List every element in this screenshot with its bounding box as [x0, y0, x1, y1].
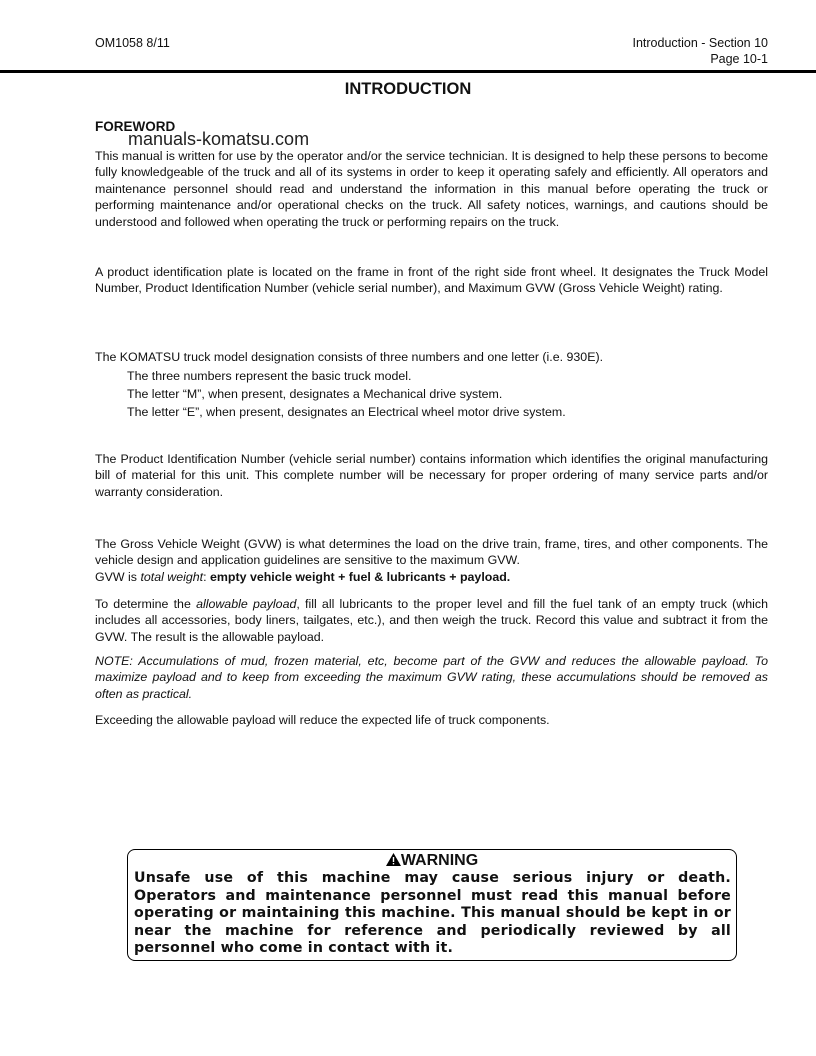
header-rule [0, 70, 816, 73]
paragraph-foreword: This manual is written for use by the operator and/or the service technician. It is designed to help these persons to become fully knowledgeable of the truck and all of its systems in order to keep it operating safely and efficiently. All operators and maintenance personnel should read and understand the information in this manual before operating the truck or performing maintenance and/or operational checks on the truck. All safety notices, warnings, and cautions should be understood and followed when operating the truck or performing repairs on the truck. [95, 149, 768, 229]
paragraph-exceed: Exceeding the allowable payload will reduce the expected life of truck components. [95, 713, 550, 727]
paragraph-id-plate: A product identification plate is located on the frame in front of the right side front wheel. It designates the Truck Model Number, Product Identification Number (vehicle serial number), and Maximum GVW (Gross Vehicle Weight) rating. [95, 265, 768, 296]
page-number: Page 10-1 [710, 52, 768, 66]
model-item: The letter “M”, when present, designates a Mechanical drive system. [127, 387, 503, 401]
warning-box [127, 849, 737, 961]
warning-triangle-icon [386, 853, 401, 866]
warning-title: WARNING [128, 852, 736, 870]
gvw-formula: GVW is total weight: empty vehicle weight + fuel & lubricants + payload. [95, 569, 511, 584]
gvw-text: The Gross Vehicle Weight (GVW) is what determines the load on the drive train, frame, tires, and other components. The vehicle design and application guidelines are sensitive to the maximum GVW. [95, 537, 768, 568]
paragraph-payload: To determine the allowable payload, fill all lubricants to the proper level and fill the fuel tank of an empty truck (which includes all accessories, body liners, tailgates, etc.), and then weigh the truck. Record this value and subtract it from the GVW. The result is the allowable payload. [95, 597, 768, 644]
warning-text: Unsafe use of this machine may cause serious injury or death. Operators and maintenance personnel must read this manual before operating or maintaining this machine. This manual should be kept in or near the machine for reference and periodically reviewed by all personnel who come in contact with it. [134, 870, 731, 957]
note: NOTE: Accumulations of mud, frozen material, etc, become part of the GVW and reduces the allowable payload. To maximize payload and to keep from exceeding the maximum GVW rating, these accumulations should be removed as often as practical. [95, 654, 768, 701]
foreword-heading: FOREWORD [95, 119, 176, 134]
paragraph-model: The KOMATSU truck model designation consists of three numbers and one letter (i.e. 930E). [95, 350, 604, 364]
watermark: manuals-komatsu.com [128, 129, 310, 149]
page-title: INTRODUCTION [344, 80, 472, 98]
section-header [633, 35, 769, 67]
model-item: The three numbers represent the basic truck model. [127, 369, 412, 383]
paragraph-pin: The Product Identification Number (vehicle serial number) contains information which identifies the original manufacturing bill of material for this unit. This complete number will be necessary for proper ordering of many service parts and/or warranty consideration. [95, 452, 768, 499]
model-item: The letter “E”, when present, designates an Electrical wheel motor drive system. [127, 405, 566, 419]
paragraph-gvw [95, 536, 768, 585]
section-label: Introduction - Section 10 [632, 36, 768, 50]
doc-id: OM1058 8/11 [95, 36, 170, 50]
